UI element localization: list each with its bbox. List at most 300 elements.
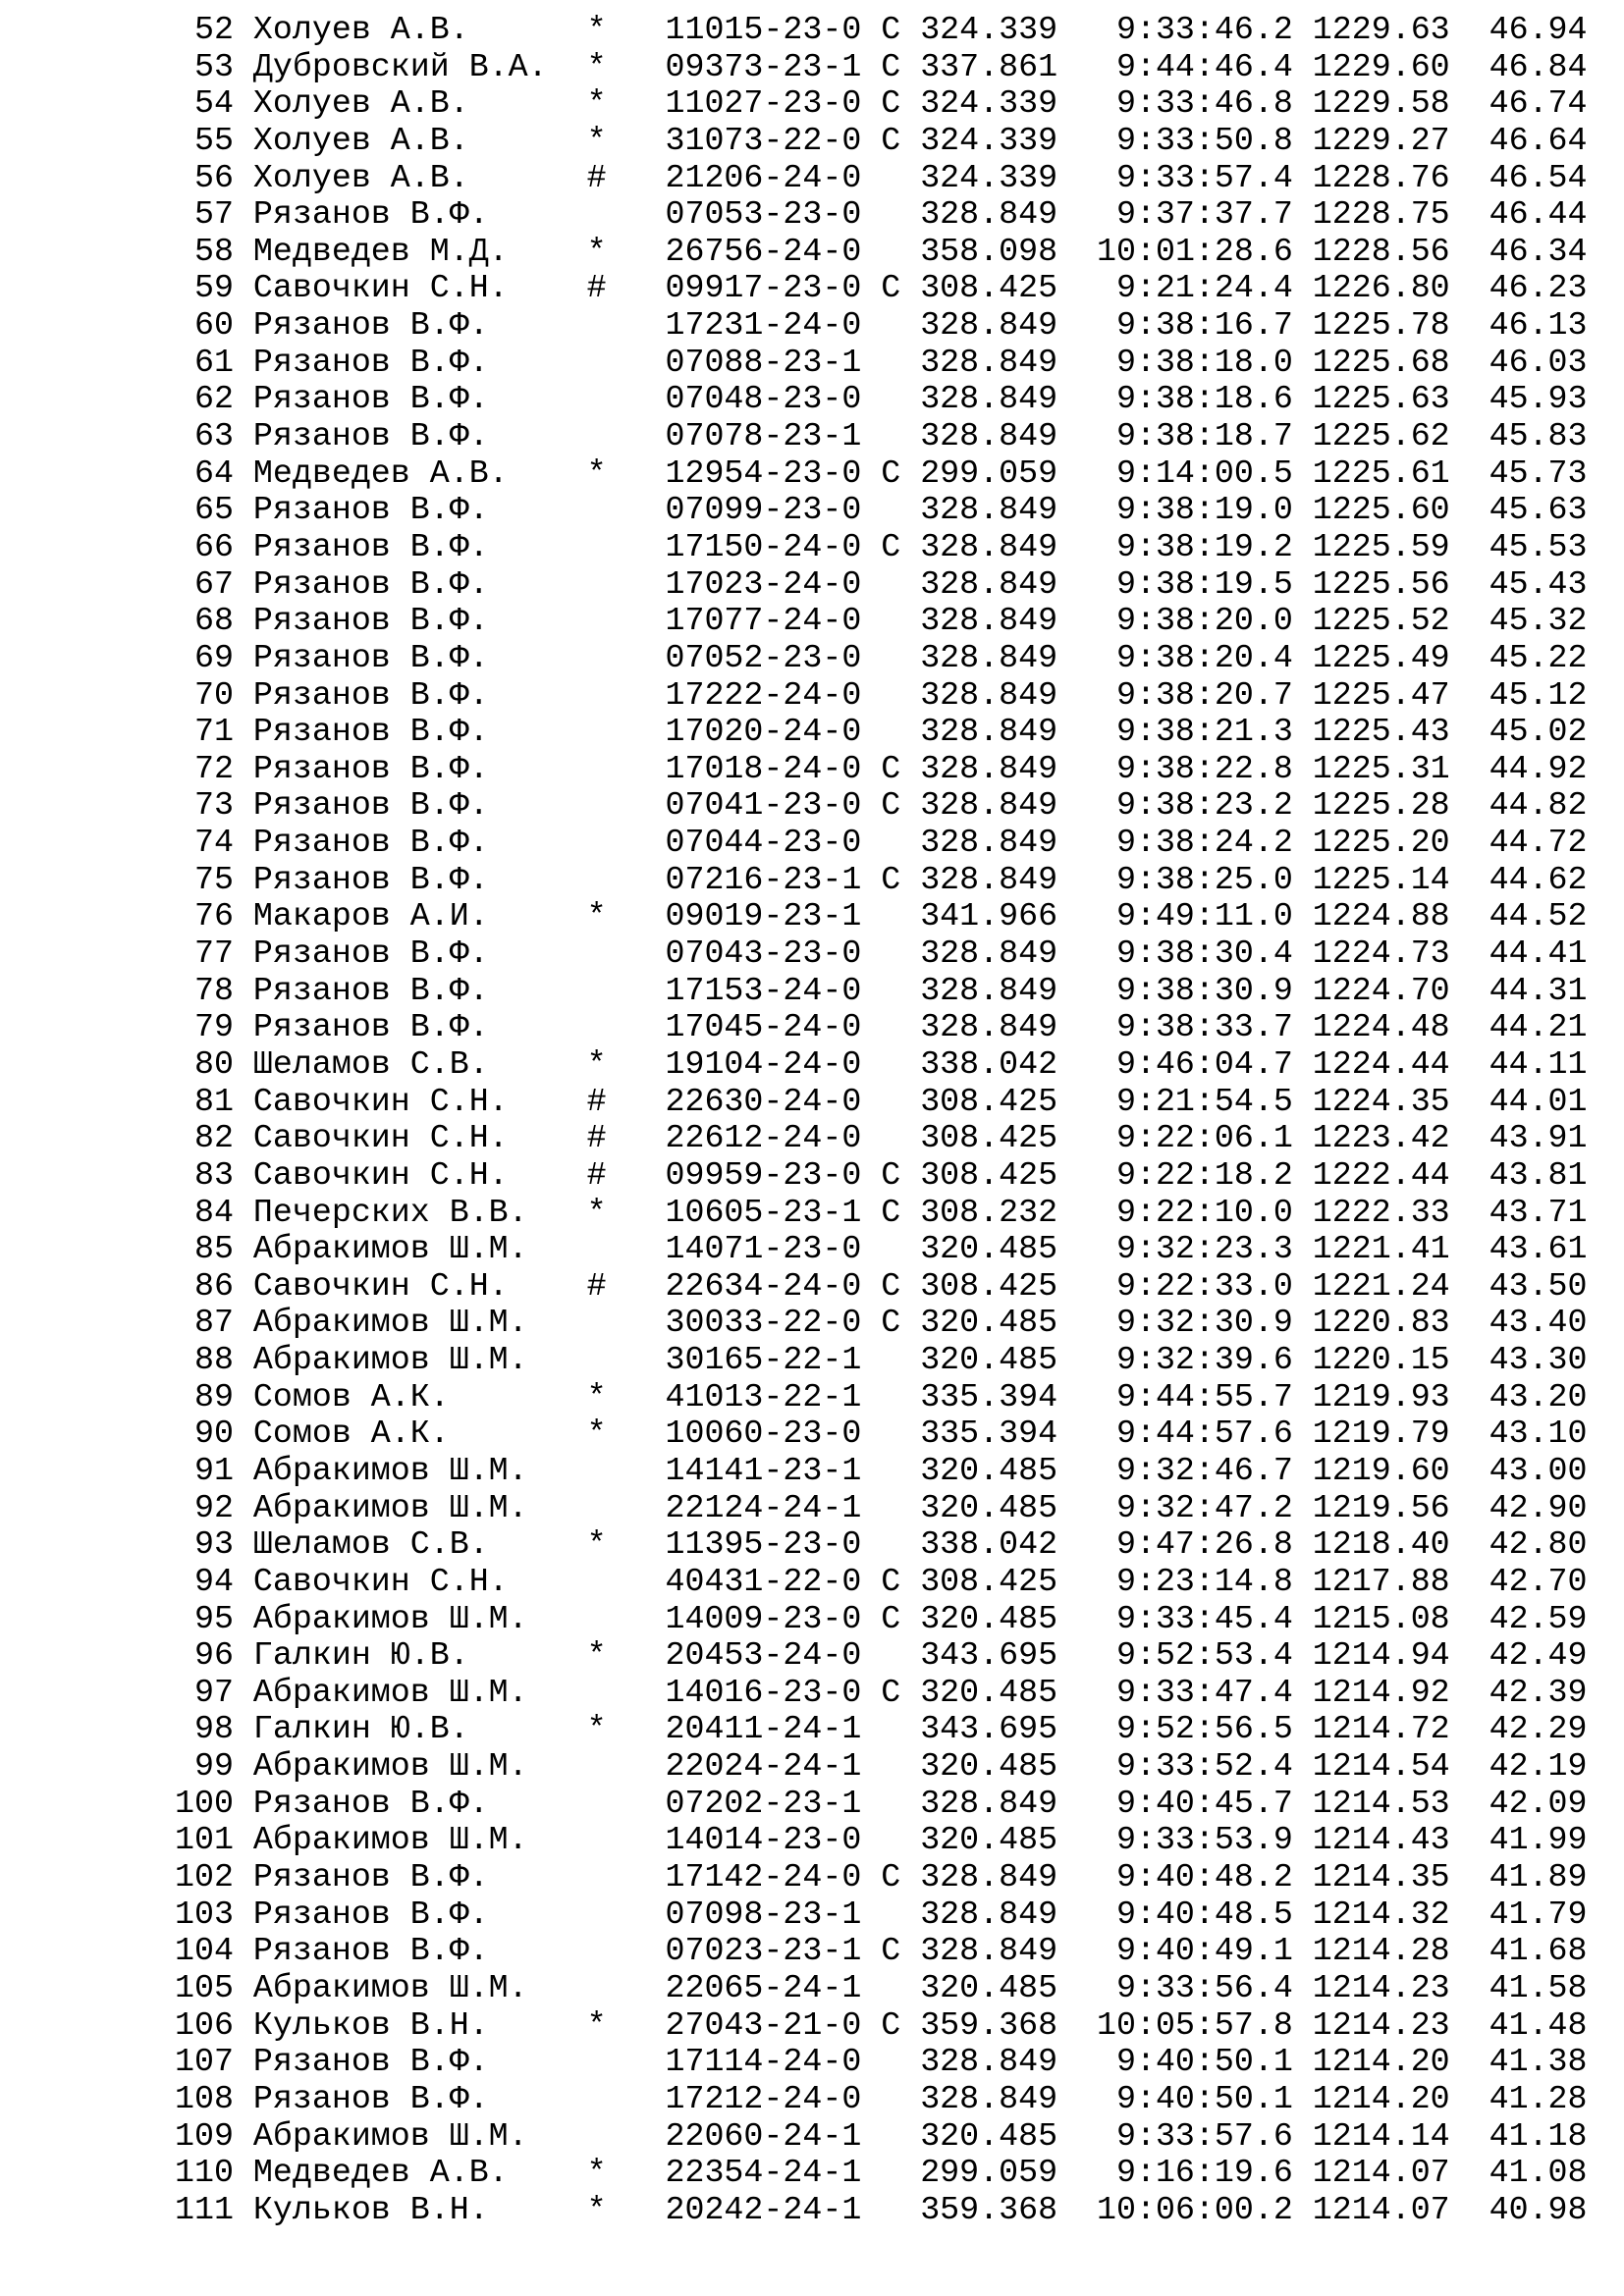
mark-cell xyxy=(587,345,607,382)
ring-cell: 14071-23-0 xyxy=(665,1230,862,1268)
points-cell: 41.79 xyxy=(1489,1895,1588,1933)
ring-cell: 41013-22-1 xyxy=(665,1377,862,1415)
flag-cell: С xyxy=(881,47,901,85)
rank-cell: 107 xyxy=(175,2043,234,2081)
mark-cell: * xyxy=(586,1377,607,1415)
distance-cell: 328.849 xyxy=(920,1008,1058,1046)
ring-cell: 17077-24-0 xyxy=(665,602,862,640)
time-cell: 9:38:33.7 xyxy=(1115,1008,1293,1046)
ring-cell: 11027-23-0 xyxy=(665,84,862,123)
points-cell: 42.49 xyxy=(1489,1636,1588,1675)
ring-cell: 14016-23-0 xyxy=(665,1673,862,1711)
name-cell: Рязанов В.Ф. xyxy=(252,1932,489,1970)
mark-cell: * xyxy=(586,47,607,85)
table-row xyxy=(175,677,1624,715)
distance-cell: 320.485 xyxy=(920,1230,1058,1268)
speed-cell: 1214.23 xyxy=(1312,2005,1450,2044)
ring-cell: 40431-22-0 xyxy=(665,1562,862,1600)
time-cell: 9:38:25.0 xyxy=(1115,860,1293,898)
distance-cell: 320.485 xyxy=(920,1968,1058,2006)
ring-cell: 09917-23-0 xyxy=(665,269,862,307)
rank-cell: 76 xyxy=(193,897,234,935)
name-cell: Савочкин С.Н. xyxy=(252,1119,509,1157)
speed-cell: 1225.62 xyxy=(1312,417,1450,455)
rank-cell: 78 xyxy=(193,971,234,1009)
points-cell: 46.64 xyxy=(1489,121,1588,159)
name-cell: Рязанов В.Ф. xyxy=(252,564,489,603)
distance-cell: 328.849 xyxy=(920,527,1058,565)
mark-cell xyxy=(587,1231,607,1268)
flag-cell xyxy=(881,381,900,418)
name-cell: Рязанов В.Ф. xyxy=(252,824,489,862)
distance-cell: 320.485 xyxy=(920,1488,1058,1526)
mark-cell: * xyxy=(586,1710,607,1748)
points-cell: 45.53 xyxy=(1489,527,1588,565)
speed-cell: 1214.14 xyxy=(1312,2116,1450,2155)
speed-cell: 1214.94 xyxy=(1312,1636,1450,1675)
rank-cell: 96 xyxy=(193,1636,234,1675)
speed-cell: 1217.88 xyxy=(1312,1562,1450,1600)
distance-cell: 308.425 xyxy=(920,1155,1058,1194)
ring-cell: 07098-23-1 xyxy=(665,1895,862,1933)
speed-cell: 1219.93 xyxy=(1312,1377,1450,1415)
speed-cell: 1221.24 xyxy=(1312,1266,1450,1305)
distance-cell: 324.339 xyxy=(920,121,1058,159)
points-cell: 44.62 xyxy=(1489,860,1588,898)
table-row xyxy=(175,1415,1624,1453)
distance-cell: 308.425 xyxy=(920,269,1058,307)
flag-cell xyxy=(881,1637,900,1675)
time-cell: 9:40:50.1 xyxy=(1115,2079,1293,2117)
rank-cell: 61 xyxy=(193,343,234,381)
rank-cell: 53 xyxy=(193,47,234,85)
name-cell: Савочкин С.Н. xyxy=(252,1155,509,1194)
points-cell: 46.44 xyxy=(1489,195,1588,234)
table-row xyxy=(175,345,1624,382)
name-cell: Абракимов Ш.М. xyxy=(252,1673,528,1711)
ring-cell: 09373-23-1 xyxy=(665,47,862,85)
table-row xyxy=(175,1637,1624,1675)
ring-cell: 17114-24-0 xyxy=(665,2043,862,2081)
mark-cell xyxy=(587,787,607,825)
name-cell: Рязанов В.Ф. xyxy=(252,343,489,381)
flag-cell xyxy=(881,1748,900,1786)
rank-cell: 81 xyxy=(193,1082,234,1120)
mark-cell xyxy=(587,529,607,566)
speed-cell: 1225.49 xyxy=(1312,638,1450,676)
time-cell: 9:33:53.9 xyxy=(1115,1821,1293,1859)
mark-cell xyxy=(587,825,607,862)
speed-cell: 1214.20 xyxy=(1312,2079,1450,2117)
ring-cell: 20411-24-1 xyxy=(665,1710,862,1748)
distance-cell: 335.394 xyxy=(920,1377,1058,1415)
table-row xyxy=(175,603,1624,640)
distance-cell: 328.849 xyxy=(920,824,1058,862)
rank-cell: 88 xyxy=(193,1341,234,1379)
mark-cell: * xyxy=(586,454,607,492)
flag-cell: С xyxy=(881,2005,901,2044)
distance-cell: 320.485 xyxy=(920,2116,1058,2155)
distance-cell: 335.394 xyxy=(920,1415,1058,1453)
table-row xyxy=(175,1157,1624,1195)
rank-cell: 72 xyxy=(193,749,234,787)
rank-cell: 87 xyxy=(193,1304,234,1342)
speed-cell: 1219.79 xyxy=(1312,1415,1450,1453)
flag-cell xyxy=(881,566,900,604)
speed-cell: 1224.73 xyxy=(1312,934,1450,973)
flag-cell xyxy=(881,1120,900,1157)
mark-cell xyxy=(587,1675,607,1712)
name-cell: Шеламов С.В. xyxy=(252,1044,489,1083)
name-cell: Рязанов В.Ф. xyxy=(252,527,489,565)
rank-cell: 105 xyxy=(175,1968,234,2006)
distance-cell: 320.485 xyxy=(920,1451,1058,1489)
time-cell: 9:33:47.4 xyxy=(1115,1673,1293,1711)
name-cell: Савочкин С.Н. xyxy=(252,1082,509,1120)
points-cell: 46.74 xyxy=(1489,84,1588,123)
points-cell: 44.11 xyxy=(1489,1044,1588,1083)
distance-cell: 308.425 xyxy=(920,1119,1058,1157)
distance-cell: 324.339 xyxy=(920,11,1058,48)
points-cell: 42.19 xyxy=(1489,1747,1588,1786)
table-row xyxy=(175,1601,1624,1638)
mark-cell: * xyxy=(586,2005,607,2044)
points-cell: 46.34 xyxy=(1489,232,1588,270)
points-cell: 41.68 xyxy=(1489,1932,1588,1970)
time-cell: 9:33:46.2 xyxy=(1115,11,1293,48)
ring-cell: 17212-24-0 xyxy=(665,2079,862,2117)
time-cell: 9:33:50.8 xyxy=(1115,121,1293,159)
flag-cell xyxy=(881,196,900,234)
points-cell: 41.99 xyxy=(1489,1821,1588,1859)
table-row xyxy=(175,566,1624,604)
speed-cell: 1214.07 xyxy=(1312,2190,1450,2228)
distance-cell: 328.849 xyxy=(920,1895,1058,1933)
mark-cell xyxy=(587,751,607,788)
mark-cell: * xyxy=(586,2154,607,2192)
name-cell: Рязанов В.Ф. xyxy=(252,491,489,529)
rank-cell: 64 xyxy=(193,454,234,492)
flag-cell xyxy=(881,2192,900,2229)
points-cell: 46.03 xyxy=(1489,343,1588,381)
ring-cell: 11015-23-0 xyxy=(665,11,862,48)
flag-cell: С xyxy=(881,749,901,787)
ring-cell: 19104-24-0 xyxy=(665,1044,862,1083)
time-cell: 9:47:26.8 xyxy=(1115,1525,1293,1564)
time-cell: 9:22:06.1 xyxy=(1115,1119,1293,1157)
points-cell: 46.23 xyxy=(1489,269,1588,307)
flag-cell xyxy=(881,1526,900,1564)
name-cell: Печерских В.В. xyxy=(252,1193,528,1231)
flag-cell xyxy=(881,1379,900,1416)
name-cell: Дубровский В.А. xyxy=(252,47,548,85)
ring-cell: 17153-24-0 xyxy=(665,971,862,1009)
ring-cell: 14009-23-0 xyxy=(665,1599,862,1637)
mark-cell xyxy=(587,714,607,751)
ring-cell: 31073-22-0 xyxy=(665,121,862,159)
name-cell: Рязанов В.Ф. xyxy=(252,786,489,825)
ring-cell: 07043-23-0 xyxy=(665,934,862,973)
distance-cell: 328.849 xyxy=(920,417,1058,455)
points-cell: 44.01 xyxy=(1489,1082,1588,1120)
flag-cell: С xyxy=(881,860,901,898)
mark-cell xyxy=(587,973,607,1010)
rank-cell: 63 xyxy=(193,417,234,455)
name-cell: Рязанов В.Ф. xyxy=(252,602,489,640)
flag-cell: С xyxy=(881,1562,901,1600)
speed-cell: 1215.08 xyxy=(1312,1599,1450,1637)
table-row xyxy=(175,2007,1624,2045)
ring-cell: 27043-21-0 xyxy=(665,2005,862,2044)
points-cell: 43.20 xyxy=(1489,1377,1588,1415)
mark-cell: * xyxy=(586,897,607,935)
speed-cell: 1228.75 xyxy=(1312,195,1450,234)
table-row xyxy=(175,825,1624,862)
table-row xyxy=(175,529,1624,566)
time-cell: 9:38:19.2 xyxy=(1115,527,1293,565)
distance-cell: 343.695 xyxy=(920,1636,1058,1675)
rank-cell: 65 xyxy=(193,491,234,529)
speed-cell: 1225.28 xyxy=(1312,786,1450,825)
table-row xyxy=(175,234,1624,271)
points-cell: 45.83 xyxy=(1489,417,1588,455)
mark-cell xyxy=(587,2081,607,2118)
time-cell: 9:38:18.0 xyxy=(1115,343,1293,381)
flag-cell xyxy=(881,1896,900,1934)
table-row xyxy=(175,160,1624,197)
points-cell: 43.00 xyxy=(1489,1451,1588,1489)
rank-cell: 109 xyxy=(175,2116,234,2155)
rank-cell: 57 xyxy=(193,195,234,234)
rank-cell: 62 xyxy=(193,380,234,418)
distance-cell: 328.849 xyxy=(920,2043,1058,2081)
time-cell: 9:49:11.0 xyxy=(1115,897,1293,935)
table-row xyxy=(175,1084,1624,1121)
time-cell: 9:38:16.7 xyxy=(1115,306,1293,345)
flag-cell: С xyxy=(881,1599,901,1637)
name-cell: Савочкин С.Н. xyxy=(252,269,509,307)
ring-cell: 22630-24-0 xyxy=(665,1082,862,1120)
table-row xyxy=(175,751,1624,788)
name-cell: Рязанов В.Ф. xyxy=(252,1784,489,1822)
table-row xyxy=(175,1933,1624,1970)
distance-cell: 308.232 xyxy=(920,1193,1058,1231)
ring-cell: 21206-24-0 xyxy=(665,158,862,196)
time-cell: 9:38:18.6 xyxy=(1115,380,1293,418)
flag-cell xyxy=(881,677,900,715)
time-cell: 9:33:57.4 xyxy=(1115,158,1293,196)
mark-cell xyxy=(587,1822,607,1859)
points-cell: 43.91 xyxy=(1489,1119,1588,1157)
table-row xyxy=(175,1675,1624,1712)
rank-cell: 71 xyxy=(193,713,234,751)
distance-cell: 320.485 xyxy=(920,1304,1058,1342)
points-cell: 41.28 xyxy=(1489,2079,1588,2117)
points-cell: 43.61 xyxy=(1489,1230,1588,1268)
mark-cell xyxy=(587,307,607,345)
rank-cell: 102 xyxy=(175,1858,234,1896)
rank-cell: 104 xyxy=(175,1932,234,1970)
time-cell: 9:33:46.8 xyxy=(1115,84,1293,123)
name-cell: Абракимов Ш.М. xyxy=(252,1230,528,1268)
points-cell: 41.48 xyxy=(1489,2005,1588,2044)
ring-cell: 17222-24-0 xyxy=(665,675,862,714)
rank-cell: 77 xyxy=(193,934,234,973)
mark-cell: * xyxy=(586,1636,607,1675)
time-cell: 9:22:18.2 xyxy=(1115,1155,1293,1194)
flag-cell: С xyxy=(881,269,901,307)
name-cell: Холуев А.В. xyxy=(252,84,469,123)
name-cell: Рязанов В.Ф. xyxy=(252,2043,489,2081)
time-cell: 9:38:19.0 xyxy=(1115,491,1293,529)
ring-cell: 07052-23-0 xyxy=(665,638,862,676)
distance-cell: 328.849 xyxy=(920,564,1058,603)
flag-cell: С xyxy=(881,84,901,123)
flag-cell xyxy=(881,1822,900,1859)
distance-cell: 328.849 xyxy=(920,2079,1058,2117)
mark-cell: # xyxy=(586,1266,607,1305)
table-row xyxy=(175,492,1624,529)
points-cell: 44.21 xyxy=(1489,1008,1588,1046)
ring-cell: 30165-22-1 xyxy=(665,1341,862,1379)
speed-cell: 1214.43 xyxy=(1312,1821,1450,1859)
table-row xyxy=(175,1896,1624,1934)
speed-cell: 1224.88 xyxy=(1312,897,1450,935)
table-row xyxy=(175,455,1624,493)
time-cell: 9:38:22.8 xyxy=(1115,749,1293,787)
name-cell: Абракимов Ш.М. xyxy=(252,2116,528,2155)
table-row xyxy=(175,2044,1624,2081)
flag-cell xyxy=(881,234,900,271)
points-cell: 45.02 xyxy=(1489,713,1588,751)
table-row xyxy=(175,2118,1624,2156)
speed-cell: 1224.44 xyxy=(1312,1044,1450,1083)
points-cell: 43.10 xyxy=(1489,1415,1588,1453)
flag-cell: С xyxy=(881,11,901,48)
ring-cell: 22354-24-1 xyxy=(665,2154,862,2192)
time-cell: 9:40:49.1 xyxy=(1115,1932,1293,1970)
flag-cell: С xyxy=(881,1155,901,1194)
flag-cell: С xyxy=(881,786,901,825)
points-cell: 42.29 xyxy=(1489,1710,1588,1748)
distance-cell: 308.425 xyxy=(920,1082,1058,1120)
rank-cell: 74 xyxy=(193,824,234,862)
flag-cell xyxy=(881,160,900,197)
mark-cell: * xyxy=(586,2190,607,2228)
points-cell: 46.84 xyxy=(1489,47,1588,85)
rank-cell: 54 xyxy=(193,84,234,123)
flag-cell xyxy=(881,603,900,640)
mark-cell xyxy=(587,2044,607,2081)
speed-cell: 1219.60 xyxy=(1312,1451,1450,1489)
ring-cell: 17142-24-0 xyxy=(665,1858,862,1896)
mark-cell xyxy=(587,1786,607,1823)
ring-cell: 17231-24-0 xyxy=(665,306,862,345)
speed-cell: 1229.63 xyxy=(1312,11,1450,48)
name-cell: Рязанов В.Ф. xyxy=(252,1858,489,1896)
rank-cell: 84 xyxy=(193,1193,234,1231)
distance-cell: 328.849 xyxy=(920,786,1058,825)
flag-cell xyxy=(881,2155,900,2192)
flag-cell: С xyxy=(881,1193,901,1231)
distance-cell: 328.849 xyxy=(920,195,1058,234)
points-cell: 43.40 xyxy=(1489,1304,1588,1342)
speed-cell: 1214.35 xyxy=(1312,1858,1450,1896)
table-row xyxy=(175,2192,1624,2229)
speed-cell: 1224.48 xyxy=(1312,1008,1450,1046)
table-row xyxy=(175,1009,1624,1046)
points-cell: 46.54 xyxy=(1489,158,1588,196)
ring-cell: 07088-23-1 xyxy=(665,343,862,381)
points-cell: 41.89 xyxy=(1489,1858,1588,1896)
ring-cell: 09019-23-1 xyxy=(665,897,862,935)
rank-cell: 93 xyxy=(193,1525,234,1564)
table-row xyxy=(175,123,1624,160)
name-cell: Савочкин С.Н. xyxy=(252,1266,509,1305)
distance-cell: 299.059 xyxy=(920,454,1058,492)
name-cell: Абракимов Ш.М. xyxy=(252,1747,528,1786)
time-cell: 9:32:46.7 xyxy=(1115,1451,1293,1489)
flag-cell: С xyxy=(881,1858,901,1896)
rank-cell: 79 xyxy=(193,1008,234,1046)
distance-cell: 320.485 xyxy=(920,1821,1058,1859)
name-cell: Рязанов В.Ф. xyxy=(252,675,489,714)
points-cell: 41.38 xyxy=(1489,2043,1588,2081)
speed-cell: 1214.28 xyxy=(1312,1932,1450,1970)
time-cell: 9:38:30.4 xyxy=(1115,934,1293,973)
flag-cell xyxy=(881,973,900,1010)
mark-cell xyxy=(587,677,607,715)
rank-cell: 100 xyxy=(175,1784,234,1822)
rank-cell: 73 xyxy=(193,786,234,825)
speed-cell: 1214.54 xyxy=(1312,1747,1450,1786)
name-cell: Медведев М.Д. xyxy=(252,232,509,270)
time-cell: 10:01:28.6 xyxy=(1097,232,1293,270)
speed-cell: 1225.68 xyxy=(1312,343,1450,381)
points-cell: 41.08 xyxy=(1489,2154,1588,2192)
distance-cell: 308.425 xyxy=(920,1266,1058,1305)
ring-cell: 30033-22-0 xyxy=(665,1304,862,1342)
name-cell: Рязанов В.Ф. xyxy=(252,1008,489,1046)
distance-cell: 328.849 xyxy=(920,1784,1058,1822)
mark-cell: * xyxy=(586,11,607,48)
ring-cell: 07202-23-1 xyxy=(665,1784,862,1822)
name-cell: Рязанов В.Ф. xyxy=(252,749,489,787)
ring-cell: 07078-23-1 xyxy=(665,417,862,455)
time-cell: 9:38:20.7 xyxy=(1115,675,1293,714)
distance-cell: 324.339 xyxy=(920,84,1058,123)
time-cell: 9:32:39.6 xyxy=(1115,1341,1293,1379)
flag-cell xyxy=(881,935,900,973)
distance-cell: 328.849 xyxy=(920,971,1058,1009)
mark-cell: # xyxy=(586,158,607,196)
distance-cell: 358.098 xyxy=(920,232,1058,270)
points-cell: 45.43 xyxy=(1489,564,1588,603)
name-cell: Холуев А.В. xyxy=(252,121,469,159)
speed-cell: 1228.76 xyxy=(1312,158,1450,196)
time-cell: 9:40:48.2 xyxy=(1115,1858,1293,1896)
points-cell: 40.98 xyxy=(1489,2190,1588,2228)
ring-cell: 07041-23-0 xyxy=(665,786,862,825)
rank-cell: 90 xyxy=(193,1415,234,1453)
mark-cell xyxy=(587,566,607,604)
distance-cell: 320.485 xyxy=(920,1673,1058,1711)
speed-cell: 1223.42 xyxy=(1312,1119,1450,1157)
time-cell: 9:52:56.5 xyxy=(1115,1710,1293,1748)
name-cell: Рязанов В.Ф. xyxy=(252,860,489,898)
table-row xyxy=(175,418,1624,455)
distance-cell: 338.042 xyxy=(920,1525,1058,1564)
